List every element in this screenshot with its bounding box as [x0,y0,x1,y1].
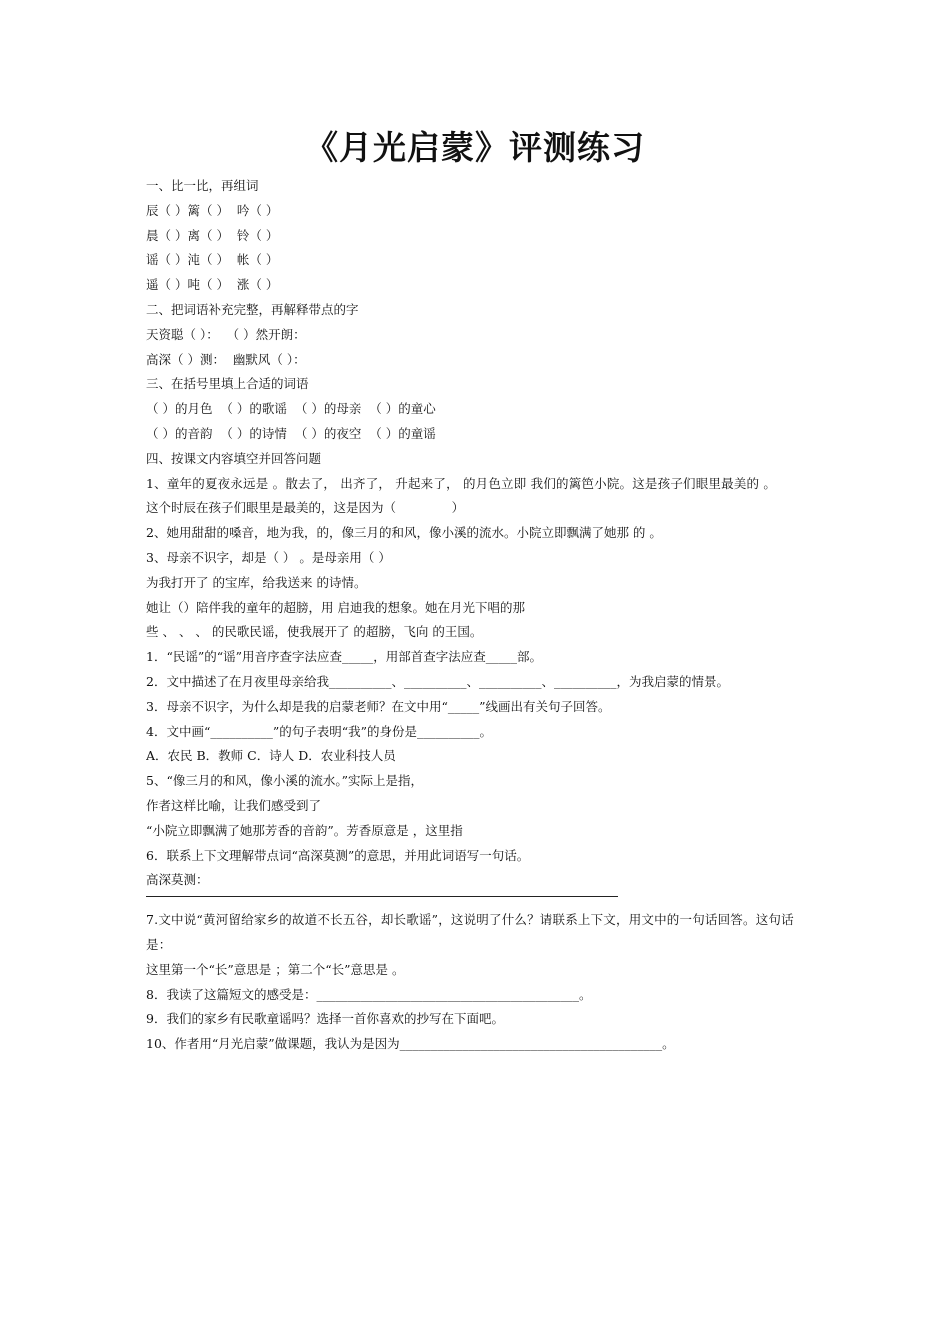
section-heading-2: 二、把词语补充完整，再解释带点的字 [146,301,359,317]
question-line: 10、作者用“月光启蒙”做课题，我认为是因为__________________________________________。 [146,1036,675,1052]
question-line: 为我打开了 的宝库，给我送来 的诗情。 [146,574,367,590]
answer-underline [146,895,618,897]
question-paragraph: 1、童年的夏夜永远是 。散去了， 出齐了， 升起来了， 的月色立即 我们的篱笆小院。这是孩子们眼里最美的 。 [146,475,777,491]
question-line: 高深（ ）测： 幽默风（ ）： [146,351,306,367]
question-line: 2．文中描述了在月夜里母亲给我__________、__________、__________、__________，为我启蒙的情景。 [146,673,729,689]
section-heading-1: 一、比一比，再组词 [146,178,259,193]
question-line: 谣（ ）沌（ ） 帐（ ） [146,252,279,268]
section-heading-3: 三、在括号里填上合适的词语 [146,376,309,392]
question-line: 1．“民谣”的“谣”用音序查字法应查_____，用部首查字法应查_____部。 [146,649,543,665]
question-line: 高深莫测： [146,872,209,888]
question-line: （ ）的音韵 （ ）的诗情 （ ）的夜空 （ ）的童谣 [146,425,436,441]
question-line: “小院立即飘满了她那芳香的音韵”。芳香原意是 ，这里指 [146,822,463,838]
page-title: 《月光启蒙》评测练习 [305,128,645,167]
question-line: 作者这样比喻，让我们感受到了 [146,797,322,813]
question-line: 9．我们的家乡有民歌童谣吗？选择一首你喜欢的抄写在下面吧。 [146,1011,504,1027]
question-line: 辰（ ）篱（ ） 吟（ ） [146,202,279,218]
question-line: 天资聪（ ）： （ ）然开朗： [146,326,306,342]
question-line: 4．文中画“__________”的句子表明“我”的身份是__________。 [146,723,493,739]
answer-options: A．农民 B．教师 C．诗人 D．农业科技人员 [146,748,396,764]
question-line: 6．联系上下文理解带点词“高深莫测”的意思，并用此词语写一句话。 [146,847,530,863]
question-line: 遥（ ）吨（ ） 涨（ ） [146,277,279,293]
worksheet-content [146,174,816,1057]
question-line: （ ）的月色 （ ）的歌谣 （ ）的母亲 （ ）的童心 [146,401,436,417]
question-line: 晨（ ）离（ ） 铃（ ） [146,227,279,243]
question-line: 这个时辰在孩子们眼里是最美的，这是因为（ ） [146,500,465,516]
question-line: 些 、 、 、 的民歌民谣，使我展开了 的超膀，飞向 的王国。 [146,624,483,640]
question-paragraph: 7.文中说“黄河留给家乡的故道不长五谷，却长歌谣”，这说明了什么？请联系上下文，用文中的一句话回答。这句话是： [146,912,794,952]
section-heading-4: 四、按课文内容填空并回答问题 [146,450,322,466]
question-line: 她让（）陪伴我的童年的超膀，用 启迪我的想象。她在月光下唱的那 [146,599,525,615]
question-line: 8．我读了这篇短文的感受是：__________________________________________。 [146,986,592,1002]
question-line: 这里第一个“长”意思是 ；第二个“长”意思是 。 [146,961,405,977]
question-line: 3．母亲不识字，为什么却是我的启蒙老师？在文中用“_____”线画出有关句子回答。 [146,698,611,714]
question-line: 3、母亲不识字，却是（ ） 。是母亲用（ ） [146,549,391,565]
question-line: 5、“像三月的和风，像小溪的流水。”实际上是指， [146,773,423,789]
question-line: 2、她用甜甜的嗓音，地为我，的，像三月的和风，像小溪的流水。小院立即飘满了她那 的 。 [146,525,662,541]
